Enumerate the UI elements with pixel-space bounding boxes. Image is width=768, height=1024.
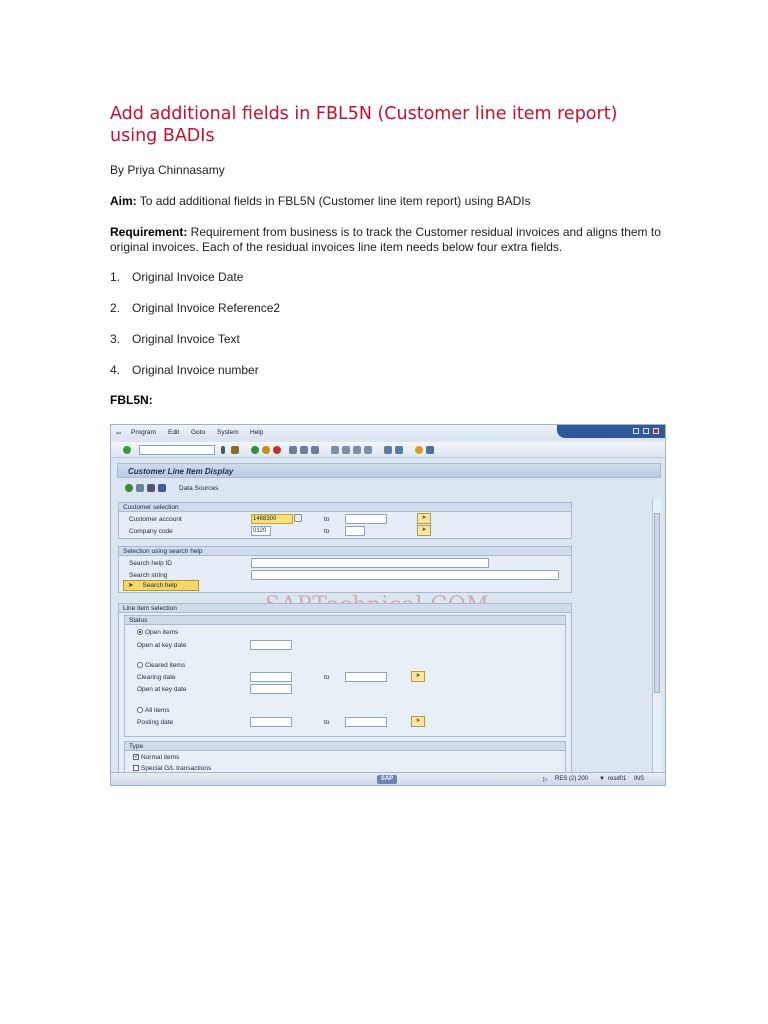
article-title: Add additional fields in FBL5N (Customer line item report) using BADIs	[110, 104, 618, 146]
clearing-date-to-field[interactable]	[345, 672, 387, 682]
group-header-label: Line item selection	[123, 605, 177, 612]
menu-exit-icon[interactable]: ⇦	[116, 430, 122, 437]
dropdown-icon[interactable]	[221, 446, 225, 454]
search-help-id-field[interactable]	[251, 558, 489, 568]
cancel-icon[interactable]	[273, 446, 281, 454]
search-string-field[interactable]	[251, 570, 559, 580]
requirement-paragraph	[110, 225, 666, 255]
list-text: Original Invoice number	[132, 363, 259, 377]
search-string-label: Search string	[129, 572, 168, 579]
open-items-radio[interactable]	[137, 629, 178, 636]
info-icon[interactable]	[158, 484, 166, 492]
radio-icon	[137, 662, 143, 668]
close-icon[interactable]	[653, 428, 659, 434]
list-number: 3.	[110, 332, 121, 346]
list-text: Original Invoice Text	[132, 332, 240, 346]
menu-item-system[interactable]: System	[217, 429, 239, 436]
back-icon[interactable]	[251, 446, 259, 454]
screen-title: Customer Line Item Display	[128, 467, 234, 476]
print-icon[interactable]	[289, 446, 297, 454]
status-bar	[111, 772, 665, 785]
menu-item-edit[interactable]: Edit	[168, 429, 180, 436]
to-label: to	[324, 528, 330, 535]
list-icon[interactable]	[147, 484, 155, 492]
help-icon[interactable]	[415, 446, 423, 454]
list-text: Original Invoice Date	[132, 270, 244, 284]
previous-page-icon[interactable]	[342, 446, 350, 454]
all-items-radio[interactable]	[137, 707, 170, 714]
status-server: resd01	[608, 776, 627, 782]
group-header	[119, 547, 571, 556]
posting-date-to-field[interactable]	[345, 717, 387, 727]
all-items-label: All items	[145, 707, 170, 714]
list-number: 1.	[110, 270, 121, 284]
requirement-text: Requirement from business is to track the Customer residual invoices and aligns them to original invoices. Each of the residual invoices line item needs below four extra fields.	[110, 225, 661, 254]
save-icon[interactable]	[231, 446, 239, 454]
minimize-icon[interactable]	[633, 428, 639, 434]
to-label: to	[324, 516, 330, 523]
menu-item-goto[interactable]: Goto	[191, 429, 206, 436]
list-item	[110, 301, 280, 316]
value-help-icon[interactable]	[294, 514, 302, 522]
scrollbar-thumb[interactable]	[654, 513, 660, 693]
clearing-date-label: Clearing date	[137, 674, 176, 681]
to-label: to	[324, 719, 330, 726]
checkbox-checked-icon: ✓	[134, 754, 140, 761]
group-header	[119, 604, 571, 613]
new-session-icon[interactable]	[384, 446, 392, 454]
special-gl-label: Special G/L transactions	[141, 765, 212, 772]
next-page-icon[interactable]	[353, 446, 361, 454]
customer-account-label: Customer account	[129, 516, 182, 523]
cleared-key-date-field[interactable]	[250, 684, 292, 694]
posting-date-field[interactable]	[250, 717, 292, 727]
group-header	[119, 503, 571, 512]
list-text: Original Invoice Reference2	[132, 301, 281, 315]
open-at-key-date-label: Open at key date	[137, 642, 187, 649]
company-code-label: Company code	[129, 528, 173, 535]
list-item	[110, 332, 240, 347]
company-code-field[interactable]: 0120	[251, 526, 271, 536]
sap-standard-toolbar	[111, 442, 665, 458]
checkbox-icon	[133, 765, 139, 771]
special-gl-checkbox[interactable]	[133, 765, 211, 772]
find-icon[interactable]	[300, 446, 308, 454]
normal-items-label: Normal items	[141, 754, 180, 761]
maximize-icon[interactable]	[643, 428, 649, 434]
subgroup-header-label: Type	[129, 743, 144, 750]
section-heading: FBL5N:	[110, 393, 153, 407]
first-page-icon[interactable]	[331, 446, 339, 454]
subgroup-header	[125, 742, 565, 751]
open-items-label: Open items	[145, 629, 179, 636]
multiple-selection-button[interactable]: ➤	[411, 671, 425, 682]
menu-item-help[interactable]: Help	[250, 429, 264, 436]
exit-icon[interactable]	[262, 446, 270, 454]
customer-account-to-field[interactable]	[345, 514, 387, 524]
status-dropdown-icon[interactable]: ▼	[599, 776, 605, 782]
menu-item-program[interactable]: Program	[131, 429, 156, 436]
window-controls	[557, 425, 665, 438]
normal-items-checkbox[interactable]	[133, 754, 179, 761]
cleared-items-label: Cleared items	[145, 662, 186, 669]
execute-icon[interactable]	[125, 484, 133, 492]
vertical-scrollbar[interactable]	[652, 499, 661, 772]
screen-title-bar	[117, 463, 661, 478]
list-number: 4.	[110, 363, 121, 377]
sap-screenshot	[110, 424, 666, 786]
subgroup-header-label: Status	[129, 617, 148, 624]
list-item	[110, 270, 243, 285]
group-header-label: Customer selection	[123, 504, 179, 511]
last-page-icon[interactable]	[364, 446, 372, 454]
author-line: By Priya Chinnasamy	[110, 163, 225, 177]
list-item	[110, 363, 259, 378]
aim-label: Aim:	[110, 194, 137, 208]
multiple-selection-button[interactable]: ➤	[417, 513, 431, 524]
list-number: 2.	[110, 301, 121, 315]
search-help-id-label: Search help ID	[129, 560, 172, 567]
layout-icon[interactable]	[426, 446, 434, 454]
company-code-to-field[interactable]	[345, 526, 365, 536]
aim-text: To add additional fields in FBL5N (Customer line item report) using BADIs	[136, 194, 531, 208]
data-sources-button[interactable]: Data Sources	[179, 485, 219, 492]
radio-icon	[137, 707, 143, 713]
search-help-button[interactable]: ➤ Search help	[123, 580, 199, 591]
multiple-selection-button[interactable]: ➤	[417, 525, 431, 536]
line-item-selection-group	[118, 603, 572, 773]
command-field[interactable]	[139, 445, 215, 455]
status-mode: INS	[634, 776, 645, 782]
shortcut-icon[interactable]	[395, 446, 403, 454]
status-subgroup	[124, 615, 566, 737]
radio-selected-icon	[137, 629, 143, 635]
enter-icon[interactable]	[123, 446, 131, 454]
sap-menu-bar	[111, 425, 665, 439]
multiple-selection-button[interactable]: ➤	[411, 716, 425, 727]
cleared-items-radio[interactable]	[137, 662, 185, 669]
group-header-label: Selection using search help	[123, 548, 203, 555]
find-next-icon[interactable]	[311, 446, 319, 454]
posting-date-label: Posting date	[137, 719, 174, 726]
sap-logo: SAP	[377, 775, 397, 784]
variant-icon[interactable]	[136, 484, 144, 492]
to-label: to	[324, 674, 330, 681]
customer-account-field[interactable]: 1468300	[251, 514, 293, 524]
open-at-key-date-field[interactable]	[250, 640, 292, 650]
clearing-date-field[interactable]	[250, 672, 292, 682]
status-system: RES (2) 200	[555, 776, 589, 782]
aim-paragraph	[110, 194, 670, 209]
requirement-label: Requirement:	[110, 225, 188, 239]
subgroup-header	[125, 616, 565, 625]
customer-selection-group	[118, 502, 572, 539]
status-arrow-icon[interactable]: ▷	[543, 777, 548, 783]
open-at-key-date-label-2: Open at key date	[137, 686, 187, 693]
search-help-button-label: Search help	[142, 582, 178, 589]
